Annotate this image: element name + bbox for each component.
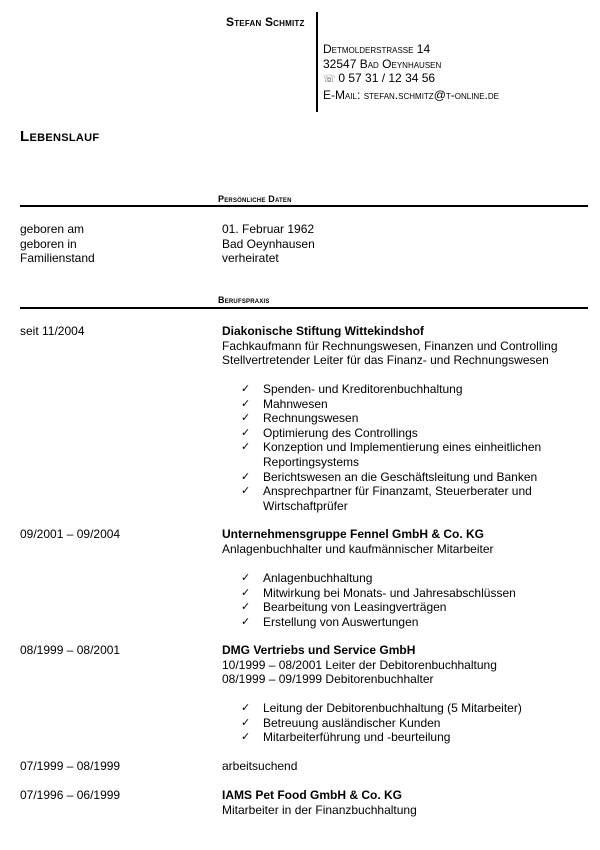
email-line (323, 88, 499, 103)
job-title: Mitarbeiter in der Finanzbuchhaltung (222, 802, 417, 817)
job-details (222, 788, 417, 817)
list-item: ✓ Konzeption und Implementierung eines einheitlichen Reportingsystems (241, 440, 542, 469)
job-title: Fachkaufmann für Rechnungswesen, Finanzen und Controlling (222, 338, 558, 353)
check-icon: ✓ (241, 470, 251, 483)
job-date: 09/2001 – 09/2004 (20, 527, 121, 541)
section-rule-experience (20, 307, 588, 309)
task-list (241, 701, 522, 745)
company-name: Unternehmensgruppe Fennel GmbH & Co. KG (222, 527, 485, 541)
list-item: ✓ Betreuung ausländischer Kunden (241, 715, 441, 730)
job-title: Stellvertretender Leiter für das Finanz- und Rechnungswesen (222, 353, 549, 368)
personal-label: Familienstand (20, 251, 95, 266)
task-list (241, 571, 516, 629)
check-icon: ✓ (241, 731, 251, 744)
personal-value: 01. Februar 1962 (222, 222, 315, 236)
check-icon: ✓ (241, 383, 251, 395)
check-icon: ✓ (241, 426, 251, 439)
check-icon: ✓ (241, 441, 251, 454)
job-details (222, 643, 497, 687)
check-icon: ✓ (241, 716, 251, 729)
list-item: ✓ Leitung der Debitorenbuchhaltung (5 Mitarbeiter) (241, 701, 522, 715)
check-icon: ✓ (241, 412, 251, 425)
email-address: stefan.schmitz@t-online.de (363, 87, 499, 102)
section-heading-experience: Berufspraxis (218, 295, 270, 305)
phone-number: 0 57 31 / 12 34 56 (338, 71, 436, 86)
list-item: ✓ Optimierung des Controllings (241, 425, 418, 440)
job-date: 07/1999 – 08/1999 (20, 759, 121, 773)
job-details (222, 324, 558, 368)
job-date: 08/1999 – 08/2001 (20, 643, 121, 657)
check-icon: ✓ (241, 586, 251, 599)
section-heading-personal: Persönliche Daten (218, 194, 292, 204)
check-icon: ✓ (241, 397, 251, 410)
company-name: Diakonische Stiftung Wittekindshof (222, 324, 424, 338)
email-label: E-Mail: (323, 87, 361, 102)
personal-label: geboren am (20, 222, 85, 236)
company-name: DMG Vertriebs und Service GmbH (222, 643, 416, 657)
job-title: arbeitsuchend (222, 759, 298, 773)
job-date: seit 11/2004 (20, 324, 85, 338)
applicant-name: Stefan Schmitz (226, 15, 305, 29)
list-item: ✓ Bearbeitung von Leasingverträgen (241, 600, 447, 615)
list-item: ✓ Rechnungswesen (241, 411, 359, 426)
company-name: IAMS Pet Food GmbH & Co. KG (222, 788, 402, 802)
check-icon: ✓ (241, 572, 251, 584)
list-item: ✓ Anlagenbuchhaltung (241, 571, 373, 585)
cv-title: Lebenslauf (20, 128, 100, 145)
job-title: Anlagenbuchhalter und kaufmännischer Mitarbeiter (222, 541, 494, 556)
list-item: ✓ Spenden- und Kreditorenbuchhaltung (241, 382, 463, 396)
list-item: ✓ Mahnwesen (241, 396, 328, 411)
contact-block (323, 42, 499, 102)
street-address: Detmolderstrasse 14 (323, 42, 431, 56)
personal-value: Bad Oeynhausen (222, 236, 315, 251)
list-item: ✓ Erstellung von Auswertungen (241, 614, 419, 629)
list-item: ✓ Mitwirkung bei Monats- und Jahresabschlüssen (241, 585, 516, 600)
header-divider (316, 12, 318, 112)
check-icon: ✓ (241, 601, 251, 614)
phone-icon: ☏ (323, 74, 336, 86)
job-title: 10/1999 – 08/2001 Leiter der Debitorenbuchhaltung (222, 657, 497, 672)
section-rule-personal (20, 205, 588, 207)
job-title: 08/1999 – 09/1999 Debitorenbuchhalter (222, 672, 434, 687)
list-item: ✓ Mitarbeiterführung und -beurteilung (241, 730, 451, 745)
city-address: 32547 Bad Oeynhausen (323, 56, 442, 71)
check-icon: ✓ (241, 702, 251, 714)
task-list (241, 382, 563, 513)
personal-label: geboren in (20, 236, 77, 251)
check-icon: ✓ (241, 615, 251, 628)
personal-value: verheiratet (222, 251, 279, 266)
check-icon: ✓ (241, 485, 251, 498)
phone-line (323, 71, 499, 88)
list-item: ✓ Berichtswesen an die Geschäftsleitung und Banken (241, 469, 538, 484)
job-details (222, 527, 494, 556)
list-item: ✓ Ansprechpartner für Finanzamt, Steuerberater und Wirtschaftprüfer (241, 484, 532, 513)
job-date: 07/1996 – 06/1999 (20, 788, 121, 802)
